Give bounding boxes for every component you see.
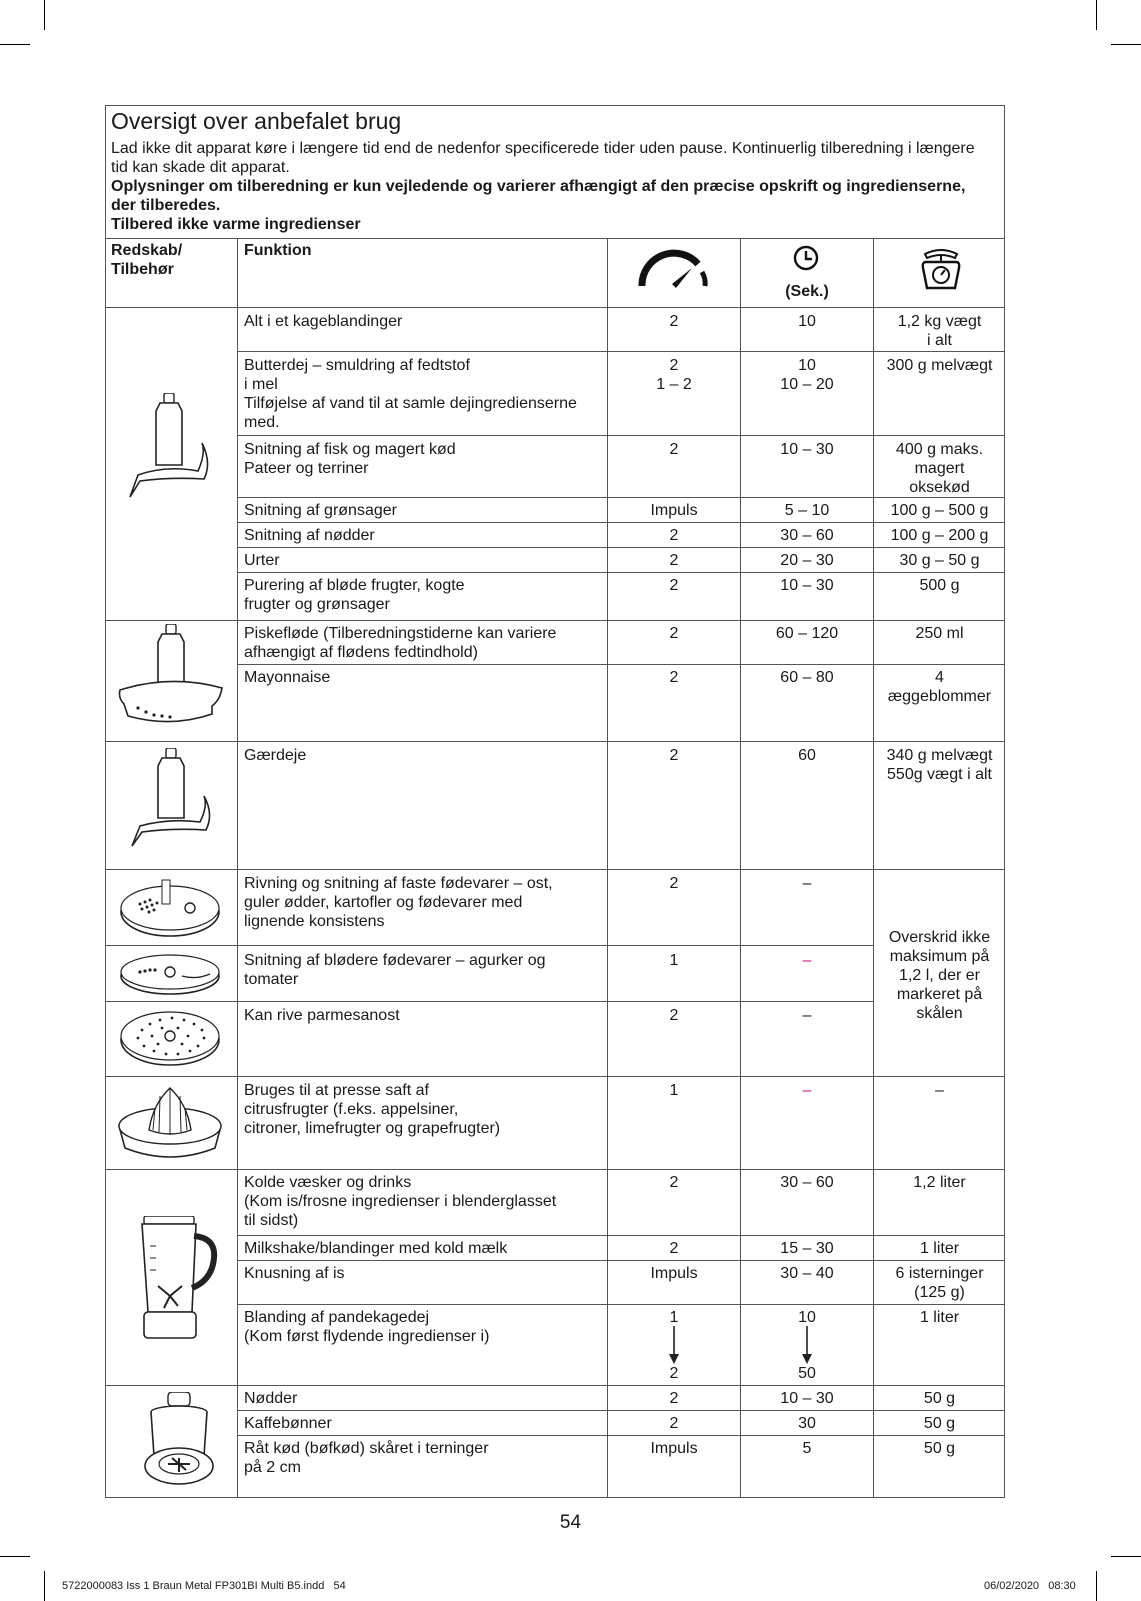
row-function: Snitning af nødder (244, 527, 375, 544)
row-time: 20 – 30 (780, 552, 834, 569)
row-function: Nødder (244, 1390, 298, 1407)
grid-line (105, 307, 1005, 308)
row-time: 5 (802, 1440, 812, 1457)
row-function: Urter (244, 552, 280, 569)
dough-blade-icon (128, 748, 214, 852)
row-speed: 2 1 – 2 (656, 357, 692, 393)
row-function: Kaffebønner (244, 1415, 332, 1432)
grid-line (105, 1169, 1005, 1170)
row-speed: 2 (669, 527, 679, 544)
row-function: Snitning af fisk og magert kød Pateer og terriner (244, 441, 456, 477)
row-speed: 2 (669, 313, 679, 330)
row-amount: 1 liter (919, 1309, 960, 1326)
row-time: 60 (798, 747, 816, 764)
row-amount: 4 æggeblommer (887, 669, 992, 705)
grid-line (237, 435, 1005, 436)
row-amount: 250 ml (915, 625, 964, 642)
clock-icon (792, 244, 820, 272)
row-time: – (802, 875, 812, 892)
footer-timestamp: 06/02/2020 08:30 (984, 1580, 1076, 1592)
speed-range-end: 2 (669, 1365, 679, 1382)
row-time: 30 – 60 (780, 1174, 834, 1191)
row-time: 30 – 60 (780, 527, 834, 544)
row-function: Kolde væsker og drinks (Kom is/frosne ingredienser i blenderglasset til sidst) (244, 1174, 557, 1229)
row-speed: 2 (669, 577, 679, 594)
grid-line (237, 1435, 1005, 1436)
row-speed: 1 (669, 1082, 679, 1099)
row-time: 10 – 30 (780, 577, 834, 594)
speed-range-arrow (668, 1326, 680, 1364)
grid-line (237, 1304, 1005, 1305)
intro-warning: Lad ikke dit apparat køre i længere tid end de nedenfor specificerede tider uden pause. Kontinuerlig tilberedning i længere tid kan skade dit apparat. (111, 140, 975, 176)
row-time: – (802, 1082, 812, 1099)
grating-disc-icon (118, 1006, 222, 1068)
row-speed: 2 (669, 669, 679, 686)
row-amount: 500 g (919, 577, 960, 594)
emulsifying-disc-icon (116, 624, 228, 734)
header-function: Funktion (244, 242, 312, 259)
row-time: 60 – 80 (780, 669, 834, 686)
grid-line (105, 238, 1005, 239)
row-amount: 340 g melvægt 550g vægt i alt (886, 747, 993, 783)
grinder-attachment-icon (140, 1392, 218, 1490)
grid-line (237, 238, 238, 1497)
row-time: 10 (798, 313, 816, 330)
row-amount: 300 g melvægt (886, 357, 993, 374)
row-speed: Impuls (650, 1440, 698, 1457)
crop-mark (0, 44, 30, 45)
row-speed: 2 (669, 1240, 679, 1257)
grid-line (237, 1235, 1005, 1236)
row-function: Råt kød (bøfkød) skåret i terninger på 2 cm (244, 1440, 489, 1476)
row-time: 15 – 30 (780, 1240, 834, 1257)
row-speed: 2 (669, 625, 679, 642)
row-time: 10 10 – 20 (780, 357, 834, 393)
row-time: 10 – 30 (780, 1390, 834, 1407)
grid-line (237, 351, 1005, 352)
intro-note: Oplysninger om tilberedning er kun vejledende og varierer afhængigt af den præcise opskrift og ingredienserne, der tilberedes. (111, 178, 966, 214)
row-time: – (802, 1007, 812, 1024)
row-speed: 2 (669, 875, 679, 892)
row-speed: Impuls (650, 1265, 698, 1282)
footer-file-info: 5722000083 Iss 1 Braun Metal FP301BI Multi B5.indd 54 (62, 1580, 346, 1592)
fine-slicing-disc-icon (118, 950, 222, 996)
row-amount: 100 g – 500 g (890, 502, 989, 519)
row-time: 30 (798, 1415, 816, 1432)
intro-hot-warning: Tilbered ikke varme ingredienser (111, 216, 361, 233)
row-function: Milkshake/blandinger med kold mælk (244, 1240, 508, 1257)
row-amount: 50 g (923, 1440, 956, 1457)
row-function: Knusning af is (244, 1265, 345, 1282)
row-amount: 30 g – 50 g (899, 552, 980, 569)
row-amount: 1 liter (919, 1240, 960, 1257)
time-range-end: 50 (798, 1365, 816, 1382)
grid-line (105, 945, 873, 946)
discs-shared-amount: Overskrid ikke maksimum på 1,2 l, der er markeret på skålen (888, 929, 991, 1022)
time-range-arrow (801, 1326, 813, 1364)
row-function: Mayonnaise (244, 669, 331, 686)
grid-line (237, 664, 1005, 665)
row-speed: 2 (669, 1174, 679, 1191)
row-amount: 1,2 liter (913, 1174, 966, 1191)
row-function: Kan rive parmesanost (244, 1007, 400, 1024)
row-amount: 1,2 kg vægt i alt (897, 313, 982, 349)
row-function: Butterdej – smuldring af fedtstof i mel Tilføjelse af vand til at samle dejingredienserne med. (244, 357, 577, 431)
row-time: 10 – 30 (780, 441, 834, 458)
row-time: 5 – 10 (784, 502, 830, 519)
row-function: Bruges til at presse saft af citrusfrugter (f.eks. appelsiner, citroner, limefrugter og grapefrugter) (244, 1082, 501, 1137)
grid-line (237, 497, 1005, 498)
grid-line (237, 1260, 1005, 1261)
row-amount: 100 g – 200 g (890, 527, 989, 544)
row-function: Snitning af blødere fødevarer – agurker og tomater (244, 952, 546, 988)
row-speed: 2 (669, 1390, 679, 1407)
grid-line (105, 1385, 1005, 1386)
intro-text (111, 139, 991, 234)
crop-mark (1111, 44, 1141, 45)
page-title: Oversigt over anbefalet brug (111, 108, 402, 134)
row-speed: 2 (669, 1415, 679, 1432)
grid-line (105, 1001, 873, 1002)
grid-line (237, 1410, 1005, 1411)
row-amount: 400 g maks. magert oksekød (895, 441, 984, 496)
crop-mark (1111, 1556, 1141, 1557)
citrus-press-icon (115, 1082, 225, 1164)
grid-line (237, 522, 1005, 523)
row-speed: 2 (669, 1007, 679, 1024)
row-function: Snitning af grønsager (244, 502, 397, 519)
blender-jug-icon (134, 1216, 218, 1342)
chopping-blade-icon (126, 393, 212, 503)
row-amount: – (935, 1082, 944, 1099)
header-time: (Sek.) (785, 283, 829, 300)
speed-range-start: 1 (669, 1309, 679, 1326)
slicing-shredding-disc-icon (118, 876, 222, 938)
crop-mark (44, 0, 45, 30)
row-amount: 50 g (923, 1390, 956, 1407)
row-speed: Impuls (650, 502, 698, 519)
crop-mark (1096, 0, 1097, 30)
grid-line (237, 547, 1005, 548)
row-function: Rivning og snitning af faste fødevarer – ost, guler ødder, kartofler og fødevarer med lignende konsistens (244, 875, 553, 930)
crop-mark (0, 1556, 30, 1557)
grid-line (105, 620, 1005, 621)
row-speed: 2 (669, 747, 679, 764)
time-range-start: 10 (798, 1309, 816, 1326)
row-amount: 50 g (923, 1415, 956, 1432)
kitchen-scale-icon (919, 248, 963, 292)
row-function: Blanding af pandekagedej (Kom først flydende ingredienser i) (244, 1309, 490, 1345)
grid-line (105, 741, 1005, 742)
row-speed: 1 (669, 952, 679, 969)
row-function: Piskefløde (Tilberedningstiderne kan variere afhængigt af flødens fedtindhold) (244, 625, 557, 661)
grid-line (237, 572, 1005, 573)
page-number: 54 (559, 1512, 582, 1533)
row-time: 60 – 120 (775, 625, 839, 642)
row-function: Purering af bløde frugter, kogte frugter og grønsager (244, 577, 465, 613)
row-speed: 2 (669, 441, 679, 458)
crop-mark (44, 1571, 45, 1601)
crop-mark (1096, 1571, 1097, 1601)
row-function: Gærdeje (244, 747, 307, 764)
row-amount: 6 isterninger (125 g) (895, 1265, 984, 1301)
grid-line (105, 869, 1005, 870)
header-tool: Redskab/ Tilbehør (111, 242, 183, 278)
row-function: Alt i et kageblandinger (244, 313, 403, 330)
grid-line (105, 1076, 1005, 1077)
row-time: – (802, 952, 812, 969)
speedometer-icon (638, 248, 710, 294)
row-speed: 2 (669, 552, 679, 569)
row-time: 30 – 40 (780, 1265, 834, 1282)
